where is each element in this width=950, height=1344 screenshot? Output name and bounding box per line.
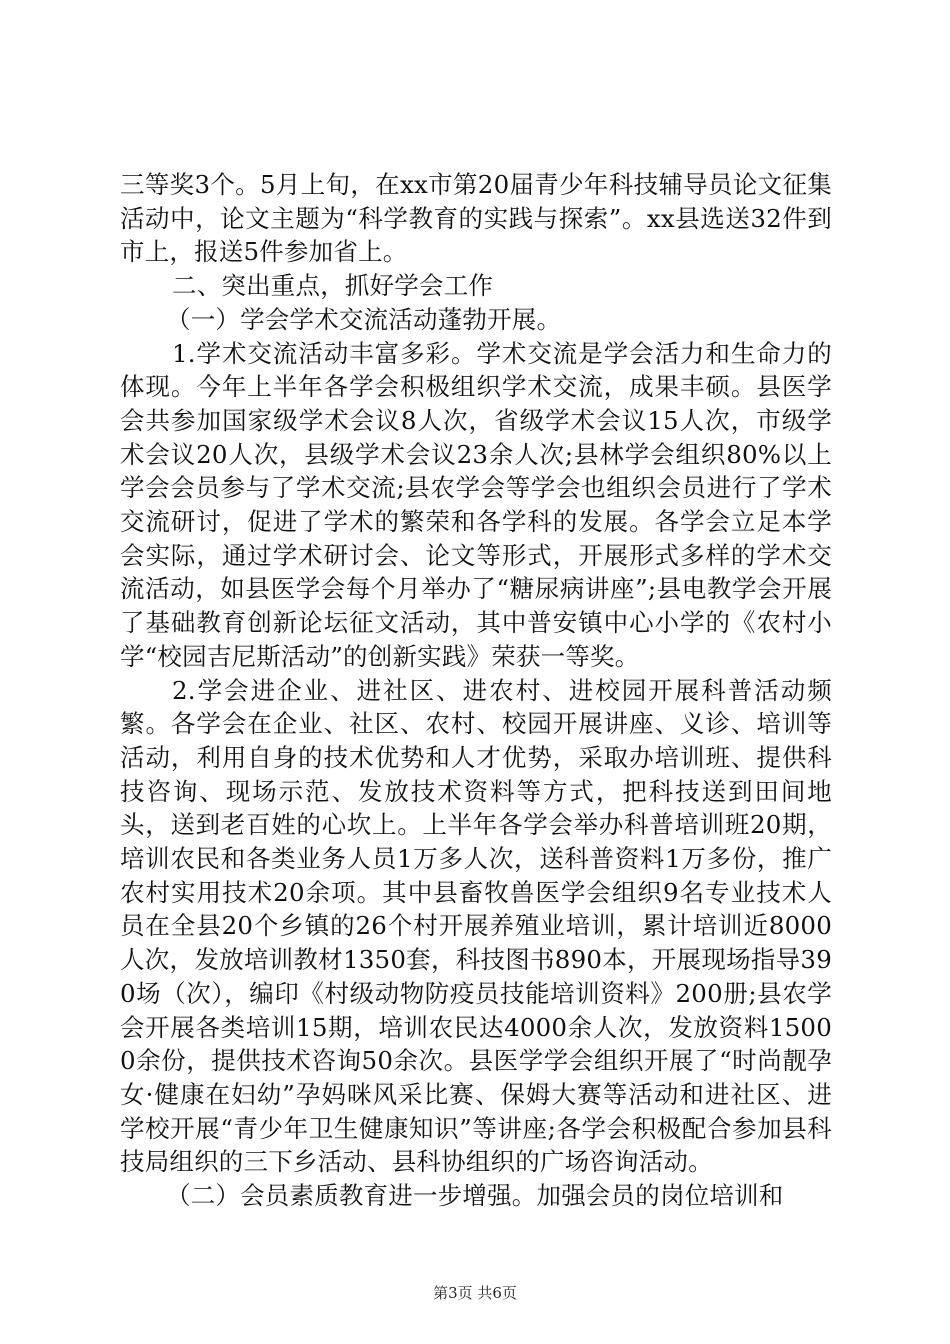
paragraph-award-summary: 三等奖3个。5月上旬，在xx市第20届青少年科技辅导员论文征集活动中，论文主题为“科学教育的实践与探索”。xx县选送32件到市上，报送5件参加省上。 bbox=[120, 170, 832, 267]
document-body bbox=[120, 168, 832, 1213]
subsection-heading-two: （二）会员素质教育进一步增强。加强会员的岗位培训和 bbox=[166, 1181, 784, 1211]
paragraph-academic-exchange: 1.学术交流活动丰富多彩。学术交流是学会活力和生命力的体现。今年上半年各学会积极组织学术交流，成果丰硕。县医学会共参加国家级学术会议8人次，省级学术会议15人次，市级学术会议20人次，县级学术会议23余人次;县林学会组织80%以上学会会员参与了学术交流;县农学会等学会也组织会员进行了学术交流研讨，促进了学术的繁荣和各学科的发展。各学会立足本学会实际，通过学术研讨会、论文等形式，开展形式多样的学术交流活动，如县医学会每个月举办了“糖尿病讲座”;县电教学会开展了基础教育创新论坛征文活动，其中普安镇中心小学的《农村小学“校园吉尼斯活动”的创新实践》荣获一等奖。 bbox=[120, 338, 832, 671]
subsection-heading-one: （一）学会学术交流活动蓬勃开展。 bbox=[166, 304, 562, 334]
paragraph-science-outreach: 2.学会进企业、进社区、进农村、进校园开展科普活动频繁。各学会在企业、社区、农村、校园开展讲座、义诊、培训等活动，利用自身的技术优势和人才优势，采取办培训班、提供科技咨询、现场示范、发放技术资料等方式，把科技送到田间地头，送到老百姓的心坎上。上半年各学会举办科普培训班20期，培训农民和各类业务人员1万多人次，送科普资料1万多份，推广农村实用技术20余项。其中县畜牧兽医学会组织9名专业技术人员在全县20个乡镇的26个村开展养殖业培训，累计培训近8000人次，发放培训教材1350套，科技图书890本，开展现场指导390场（次），编印《村级动物防疫员技能培训资料》200册;县农学会开展各类培训15期，培训农民达4000余人次，发放资料15000余份，提供技术咨询50余次。县医学学会组织开展了“时尚靓孕女·健康在妇幼”孕妈咪风采比赛、保姆大赛等活动和进社区、进学校开展“青少年卫生健康知识”等讲座;各学会积极配合参加县科技局组织的三下乡活动、县科协组织的广场咨询活动。 bbox=[120, 675, 832, 1177]
section-heading-two: 二、突出重点，抓好学会工作 bbox=[172, 271, 494, 301]
page-number-footer: 第3页 共6页 bbox=[433, 1284, 517, 1302]
